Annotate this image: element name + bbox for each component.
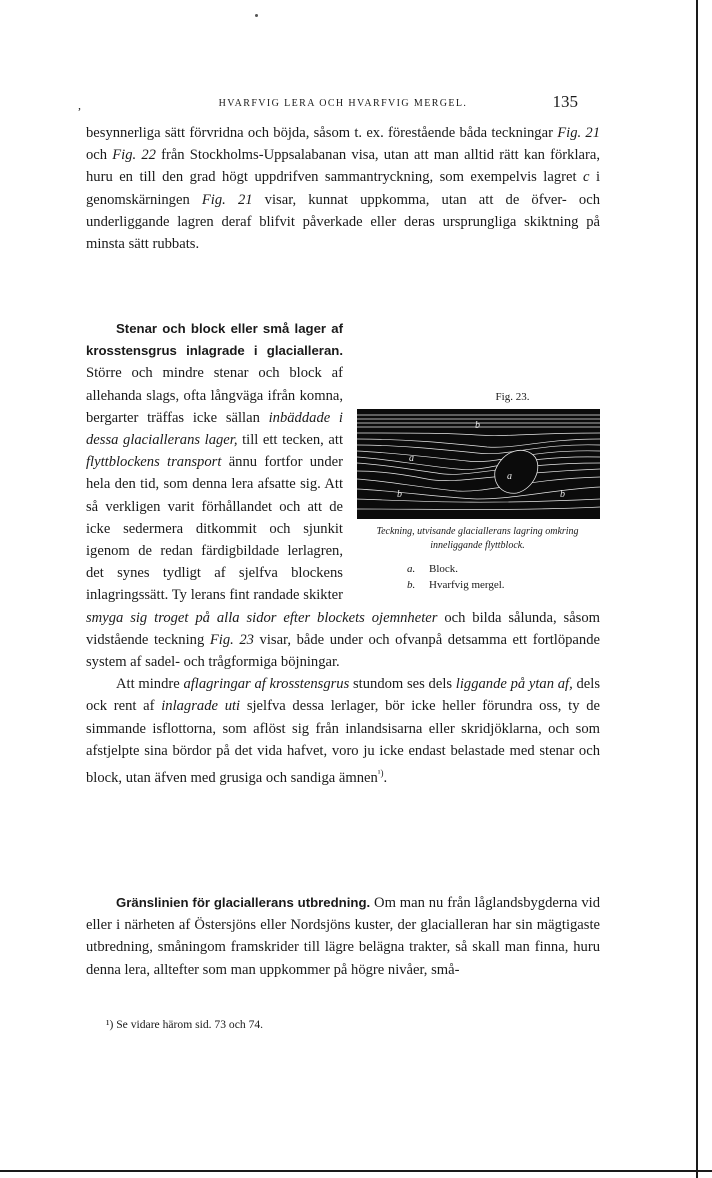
section-heading: Gränslinien för glaciallerans utbredning. (116, 895, 371, 910)
section-heading: Stenar och block eller små lager af krosstensgrus inlagrade i glacialleran. (86, 321, 343, 359)
running-head-mark: , (78, 98, 81, 112)
marker-b-left: b (397, 489, 402, 500)
legend-key: a. (407, 563, 416, 575)
figure-reference: Fig. 21 (201, 191, 253, 208)
text-run: visar, kunnat uppkomma, utan att de öfver- och underliggande lagren deraf blifvit påverkade eller deras ursprungliga skiktning på minsta sätt rubbats. (86, 191, 600, 253)
text-run: och (86, 147, 113, 164)
text-run: Att mindre (116, 676, 184, 693)
figure-reference: Fig. 22 (112, 147, 156, 164)
legend-text: Hvarfvig mergel. (429, 579, 505, 591)
figure-caption: Teckning, utvisande glaciallerans lagring omkring inneliggande flyttblock. (376, 526, 579, 551)
text-run: dels ock rent af (86, 676, 600, 715)
marker-a-block: a (507, 471, 512, 482)
page-number: 135 (552, 92, 578, 111)
running-head (78, 92, 600, 114)
text-run: och bilda sålunda, såsom vidstående teckning (86, 609, 600, 648)
legend-item-block (407, 561, 600, 577)
paragraph-1 (86, 122, 600, 255)
marker-a-left: a (409, 453, 414, 464)
text-run: ännu fortfor under hela den tid, som denna lera afsatte sig. Att så verkligen varit förhållandet och att de icke sedermera ditkommit och sjunkit igenom de redan färdigbildade lerlagren, det synes tydligt af sjelfva blockens inlagringssätt. Ty lerans fint randade skikter (86, 454, 343, 604)
text-run: besynnerliga sätt förvridna och böjda, såsom t. ex. förestående båda teckningar (86, 125, 558, 141)
figure-reference: Fig. 23 (209, 631, 254, 648)
paragraph-continuation (86, 122, 600, 255)
page-edge-bottom (0, 1170, 712, 1172)
footnote-reference: ¹) (377, 768, 384, 779)
section-stenar-och-block (86, 318, 600, 789)
paragraph-3 (86, 673, 600, 789)
text-run: Om man nu från låglandsbygderna vid eller i närheten af Östersjöns eller Nordsjöns kuster, der glacialleran har sin mägtigaste utbredning, småningom framskrider till lägre belägna trakter, så skall man finna, huru denna lera, alltefter som man uppkommer på högre nivåer, små- (86, 895, 600, 978)
figure-reference: Fig. 21 (557, 125, 600, 141)
emphasis: flyttblockens transport (86, 454, 222, 471)
marker-b-right: b (560, 489, 565, 500)
legend-item-marl (407, 577, 600, 593)
footnote: ¹) Se vidare härom sid. 73 och 74. (106, 1018, 264, 1031)
legend-key: b. (407, 579, 416, 591)
marker-b-top: b (475, 420, 480, 431)
legend-text: Block. (429, 563, 459, 575)
figure-23 (355, 390, 600, 593)
emphasis: inbäddade i dessa glaciallerans lager, (86, 409, 343, 449)
text-run: stundom ses dels (349, 676, 456, 693)
emphasis: inlagrade uti (161, 698, 241, 715)
layer-letter: c (583, 169, 590, 186)
emphasis: liggande på ytan af, (455, 676, 573, 693)
text-run: . (383, 769, 388, 786)
emphasis: aflagringar af krosstensgrus (183, 676, 350, 693)
print-speck (255, 14, 258, 17)
figure-label: Fig. 23. (495, 391, 530, 403)
text-run: i genomskärningen (86, 169, 600, 208)
text-run: till ett tecken, att (237, 432, 344, 449)
figure-23-drawing (357, 409, 600, 519)
paragraph-4 (86, 892, 600, 981)
text-run: sjelfva dessa lerlager, bör icke heller förundra oss, ty de simmande isflottorna, som aflöst sig från inlandsisarna eller skridjöklarna, och som afstjelpte sina bördor på det vida hafvet, voro ju icke endast belastade med stenar och block, utan äfven med grusiga och sandiga ämnen (86, 698, 600, 786)
page-edge-right (696, 0, 698, 1178)
running-head-title: HVARFVIG LERA OCH HVARFVIG MERGEL. (218, 98, 468, 109)
emphasis: smyga sig troget på alla sidor efter blockets ojemnheter (86, 609, 438, 626)
text-run: visar, både under och ofvanpå detsamma ett fortlöpande system af sadel- och trågformiga böjningar. (86, 631, 600, 671)
section-granslinien (86, 892, 600, 981)
text-run: Större och mindre stenar och block af allehanda slags, ofta långväga ifrån komna, bergarter träffas icke sällan (86, 365, 343, 426)
text-run: från Stockholms-Uppsalabanan visa, utan att man alltid rätt kan förklara, huru en till den grad högt uppdrifven sammantryckning, som exempelvis lagret (86, 147, 600, 186)
